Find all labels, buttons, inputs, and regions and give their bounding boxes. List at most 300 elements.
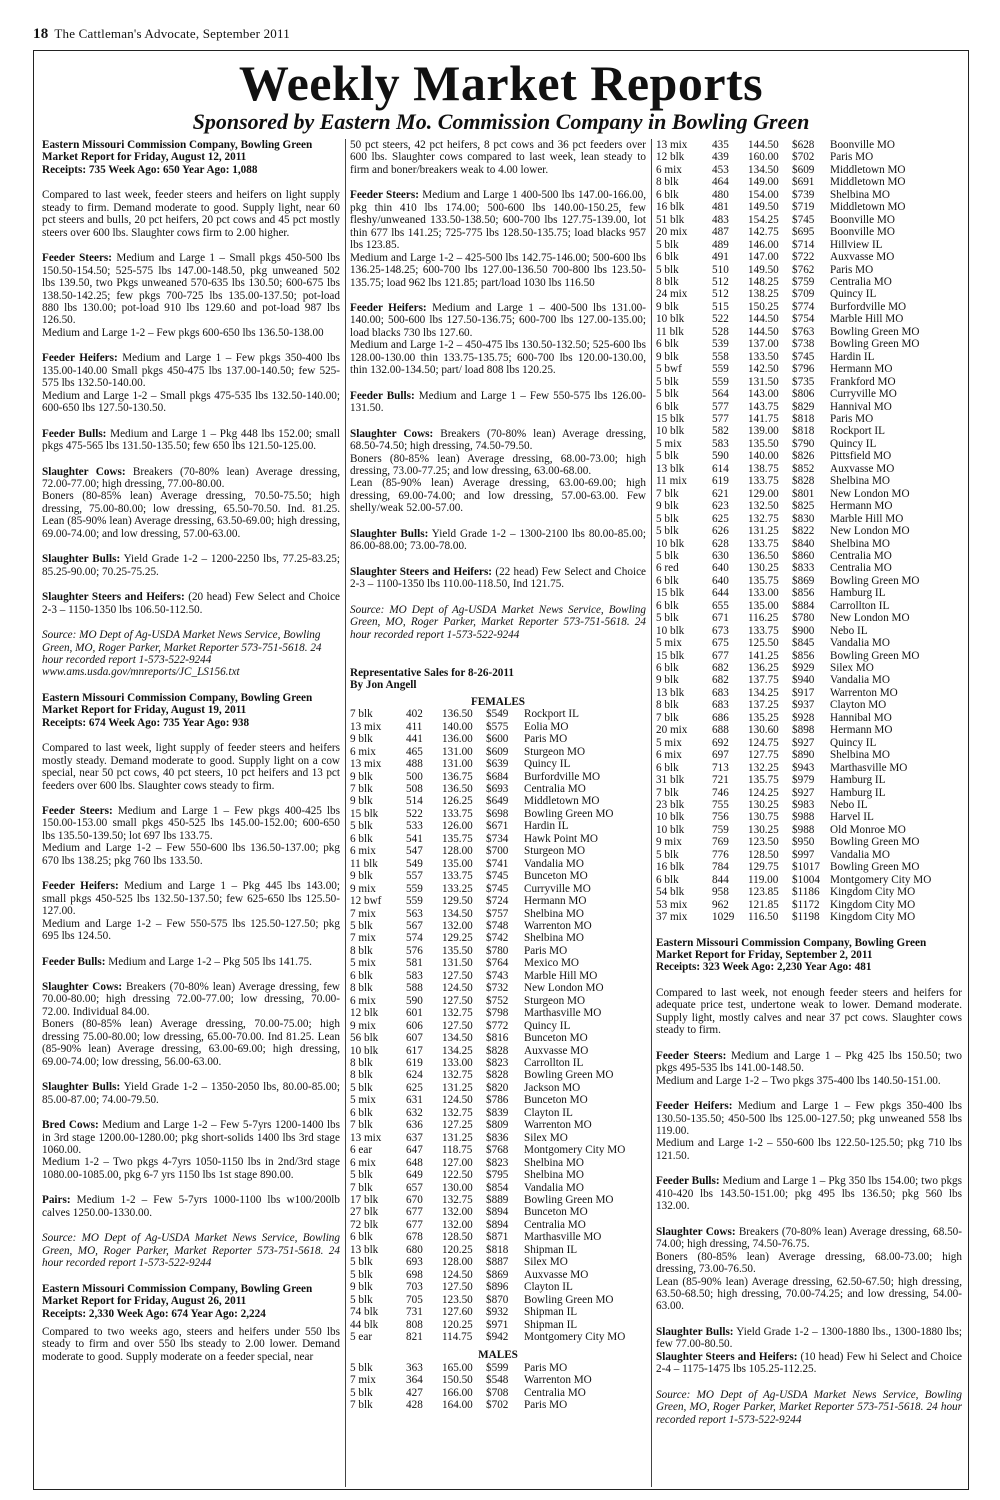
- sale-head-count: 8 blk: [656, 699, 679, 712]
- sale-row: [656, 201, 931, 213]
- sale-head-count: 13 blk: [656, 462, 685, 475]
- sale-price: 124.50: [442, 1268, 473, 1281]
- sale-row: [656, 824, 931, 836]
- sale-value: $830: [792, 512, 815, 525]
- sale-value: $600: [486, 733, 509, 746]
- report-paragraph: Bred Cows: Medium and Large 1-2 – Few 5-7yrs 1200-1400 lbs in 3rd stage 1200.00-1280.00; pkg short-solids 1400 lbs 3rd stage 1060.00.: [42, 1119, 340, 1156]
- sale-weight: 563: [406, 907, 423, 920]
- sale-price: 138.75: [748, 462, 779, 475]
- sale-price: 120.25: [442, 1318, 473, 1331]
- sale-row: [656, 500, 931, 512]
- sale-value: $1017: [792, 861, 820, 874]
- sale-value: $927: [792, 786, 815, 799]
- sale-head-count: 5 mix: [656, 736, 682, 749]
- sale-price: 133.75: [442, 870, 473, 883]
- sale-head-count: 15 blk: [656, 649, 685, 662]
- sale-value: $839: [486, 1106, 509, 1119]
- sale-location: Hillview IL: [830, 238, 883, 251]
- sale-head-count: 74 blk: [350, 1306, 379, 1319]
- sale-value: $896: [486, 1281, 509, 1294]
- sale-location: Kingdom City MO: [830, 898, 916, 911]
- sale-price: 134.50: [442, 1032, 473, 1045]
- sale-row: [656, 226, 931, 238]
- sale-location: Hawk Point MO: [524, 832, 598, 845]
- sale-row: [350, 970, 625, 982]
- sale-value: $940: [792, 674, 815, 687]
- sale-value: $759: [792, 275, 815, 288]
- sale-head-count: 20 mix: [656, 226, 688, 239]
- sale-row: [350, 746, 625, 758]
- sale-value: $772: [486, 1019, 509, 1032]
- sale-head-count: 15 blk: [656, 412, 685, 425]
- sale-head-count: 23 blk: [656, 799, 685, 812]
- sale-weight: 769: [712, 836, 729, 849]
- sale-price: 150.25: [748, 300, 779, 313]
- sale-row: [656, 849, 931, 861]
- sale-value: $795: [486, 1169, 509, 1182]
- sale-value: $927: [792, 736, 815, 749]
- sale-value: $988: [792, 811, 815, 824]
- sale-weight: 590: [712, 450, 729, 463]
- sale-value: $702: [792, 151, 815, 164]
- sale-value: $928: [792, 711, 815, 724]
- sale-value: $829: [792, 400, 815, 413]
- sale-row: [656, 587, 931, 599]
- sale-price: 135.75: [748, 774, 779, 787]
- report-paragraph: Compared to last week, light supply of feeder steers and heifers mostly steady. Demand moderate to good. Supply light on a cow special, near 50 pct cows, 40 pct steers, 10 pct heifers and 13 pct feeders over 600 lbs. Slaughter cows steady to firm.: [42, 742, 340, 792]
- report-paragraph: Medium and Large 1-2 – 425-500 lbs 142.75-146.00; 500-600 lbs 136.25-148.25; 600-700 lbs 127.00-136.50 700-800 lbs 123.50-135.75; load 962 lbs 121.85; part/load 1030 lbs 116.50: [350, 251, 646, 289]
- sale-location: Middletown MO: [524, 795, 600, 808]
- sale-price: 130.25: [748, 562, 779, 575]
- report-paragraph: Slaughter Steers and Heifers: (22 head) Few Select and Choice 2-3 – 1100-1350 lbs 110.00-118.50, Ind 121.75.: [350, 565, 646, 591]
- sale-location: Shelbina MO: [830, 749, 890, 762]
- sale-location: Quincy IL: [524, 1019, 571, 1032]
- sale-location: Shipman IL: [524, 1243, 578, 1256]
- sale-price: 133.75: [748, 537, 779, 550]
- sale-row: [656, 724, 931, 736]
- sale-weight: 508: [406, 783, 423, 796]
- sale-head-count: 9 mix: [350, 882, 376, 895]
- page-title: Weekly Market Reports: [238, 55, 764, 111]
- report-paragraph: Slaughter Cows: Breakers (70-80% lean) Average dressing, 72.00-77.00; high dressing, 77.00-80.00.: [42, 465, 340, 490]
- sale-row: [656, 612, 931, 624]
- sale-row: [350, 1374, 592, 1386]
- sale-row: [656, 475, 931, 487]
- sale-value: $983: [792, 799, 815, 812]
- sale-head-count: 5 blk: [656, 388, 679, 401]
- sale-location: Harvel IL: [830, 811, 874, 824]
- sale-location: Clayton IL: [524, 1281, 573, 1294]
- sale-price: 123.85: [748, 886, 779, 899]
- sale-price: 134.25: [442, 1044, 473, 1057]
- sale-weight: 364: [406, 1374, 423, 1387]
- sale-value: $825: [792, 500, 815, 513]
- sale-price: 129.25: [442, 932, 473, 945]
- sale-location: Vandalia MO: [524, 857, 584, 870]
- sale-weight: 647: [406, 1144, 423, 1157]
- sale-weight: 483: [712, 213, 729, 226]
- sale-location: Auxvasse MO: [830, 462, 895, 475]
- sale-value: $894: [486, 1218, 509, 1231]
- sale-weight: 713: [712, 761, 729, 774]
- sale-row: [350, 1294, 625, 1306]
- sale-location: Bowling Green MO: [524, 1293, 614, 1306]
- sale-row: [350, 1306, 625, 1318]
- sale-price: 142.50: [748, 363, 779, 376]
- sale-weight: 481: [712, 201, 729, 214]
- sale-row: [350, 758, 625, 770]
- sale-value: $609: [486, 745, 509, 758]
- sale-value: $828: [792, 475, 815, 488]
- sale-head-count: 13 blk: [656, 686, 685, 699]
- sale-location: Centralia MO: [830, 549, 892, 562]
- report-aug-26: [42, 1283, 340, 1364]
- sale-weight: 746: [712, 786, 729, 799]
- sale-location: Vandalia MO: [830, 637, 890, 650]
- report-aug-12: [42, 139, 340, 679]
- sale-head-count: 20 mix: [656, 724, 688, 737]
- sale-weight: 590: [406, 994, 423, 1007]
- sale-row: [656, 276, 931, 288]
- sale-head-count: 5 blk: [350, 1268, 373, 1281]
- sale-row: [350, 1007, 625, 1019]
- males-label: MALES: [478, 1349, 518, 1362]
- sale-price: 130.75: [748, 811, 779, 824]
- sale-value: $738: [792, 338, 815, 351]
- sale-price: 127.50: [442, 994, 473, 1007]
- sale-price: 133.75: [748, 624, 779, 637]
- sale-location: Quincy IL: [524, 758, 571, 771]
- sale-weight: 582: [712, 425, 729, 438]
- sale-weight: 514: [406, 795, 423, 808]
- sale-location: Centralia MO: [524, 1218, 586, 1231]
- sale-price: 123.50: [442, 1293, 473, 1306]
- sale-price: 133.75: [442, 807, 473, 820]
- sale-value: $714: [792, 238, 815, 251]
- report-heading-line: Eastern Missouri Commission Company, Bowling Green: [42, 691, 313, 704]
- sale-price: 134.50: [748, 163, 779, 176]
- sale-weight: 721: [712, 774, 729, 787]
- sale-value: $870: [486, 1293, 509, 1306]
- sale-head-count: 37 mix: [656, 911, 688, 924]
- sale-head-count: 31 blk: [656, 774, 685, 787]
- sale-price: 116.50: [748, 911, 779, 924]
- sale-price: 121.85: [748, 898, 779, 911]
- sale-value: $856: [792, 587, 815, 600]
- sale-location: Warrenton MO: [524, 1374, 592, 1387]
- sale-location: Shelbina MO: [524, 1156, 584, 1169]
- sale-price: 124.75: [748, 736, 779, 749]
- sale-location: Auxvasse MO: [524, 1044, 589, 1057]
- sale-weight: 411: [406, 720, 423, 733]
- sale-price: 130.25: [748, 823, 779, 836]
- sale-weight: 607: [406, 1032, 423, 1045]
- sale-location: Marthasville MO: [524, 1007, 602, 1020]
- sale-price: 132.00: [442, 1218, 473, 1231]
- sale-location: Kingdom City MO: [830, 886, 916, 899]
- sale-head-count: 9 mix: [656, 836, 682, 849]
- sale-head-count: 5 blk: [656, 525, 679, 538]
- sale-head-count: 8 blk: [656, 275, 679, 288]
- sale-row: [656, 413, 931, 425]
- sale-row: [656, 699, 931, 711]
- sale-row: [350, 858, 625, 870]
- sale-head-count: 6 blk: [350, 832, 373, 845]
- sale-location: Centralia MO: [830, 275, 892, 288]
- sale-weight: 606: [406, 1019, 423, 1032]
- sale-head-count: 13 mix: [350, 720, 382, 733]
- report-paragraph: Slaughter Cows: Breakers (70-80% lean) Average dressing, 68.50-74.50; high dressing, 74.50-79.50.: [350, 427, 646, 453]
- sale-weight: 453: [712, 163, 729, 176]
- sale-value: $818: [486, 1243, 509, 1256]
- sale-row: [350, 982, 625, 994]
- sale-price: 154.00: [748, 188, 779, 201]
- sale-location: Sturgeon MO: [524, 994, 586, 1007]
- sale-weight: 439: [712, 151, 729, 164]
- sale-row: [656, 637, 931, 649]
- sale-row: [656, 538, 931, 550]
- sale-weight: 755: [712, 799, 729, 812]
- sale-price: 164.00: [442, 1399, 473, 1412]
- sale-head-count: 12 blk: [350, 1007, 379, 1020]
- sale-head-count: 6 ear: [350, 1144, 373, 1157]
- sale-head-count: 12 blk: [656, 151, 685, 164]
- sale-location: Vandalia MO: [830, 674, 890, 687]
- sale-row: [350, 908, 625, 920]
- sale-head-count: 6 blk: [350, 1106, 373, 1119]
- report-paragraph: Slaughter Bulls: Yield Grade 1-2 – 1300-1880 lbs., 1300-1880 lbs; few 77.00-80.50.: [656, 1325, 962, 1351]
- sale-weight: 567: [406, 920, 423, 933]
- sale-weight: 559: [712, 363, 729, 376]
- report-paragraph: Compared to two weeks ago, steers and heifers under 550 lbs steady to firm and over 550 lbs steady to 2.00 lower. Demand moderate to good. Supply moderate on a feeder special, near: [42, 1325, 340, 1363]
- report-paragraph: Slaughter Bulls: Yield Grade 1-2 – 1300-2100 lbs 80.00-85.00; 86.00-88.00; 73.00-78.00.: [350, 527, 646, 553]
- males-table-continued: [656, 139, 931, 924]
- sale-price: 132.00: [442, 920, 473, 933]
- sale-head-count: 5 bwf: [656, 363, 682, 376]
- sale-value: $1198: [792, 911, 820, 924]
- sale-head-count: 10 blk: [656, 537, 685, 550]
- sale-price: 141.25: [748, 649, 779, 662]
- sale-price: 165.00: [442, 1361, 473, 1374]
- sales-heading: Representative Sales for 8-26-2011: [350, 666, 514, 679]
- sale-location: Marthasville MO: [524, 1231, 602, 1244]
- sale-value: $549: [486, 708, 509, 721]
- sale-weight: 844: [712, 873, 729, 886]
- sale-price: 140.00: [442, 720, 473, 733]
- sale-value: $826: [792, 450, 815, 463]
- sale-row: [350, 771, 625, 783]
- column-2: [350, 139, 646, 1487]
- sale-row: [656, 799, 931, 811]
- sale-head-count: 6 blk: [656, 188, 679, 201]
- sale-value: $894: [486, 1206, 509, 1219]
- sale-location: Warrenton MO: [830, 686, 898, 699]
- sale-location: Silex MO: [830, 662, 874, 675]
- sale-value: $820: [486, 1081, 509, 1094]
- sale-row: [350, 1082, 625, 1094]
- sale-location: Clayton IL: [524, 1106, 573, 1119]
- sale-head-count: 6 blk: [350, 969, 373, 982]
- column-1: [42, 139, 340, 1487]
- sale-row: [350, 995, 625, 1007]
- report-heading-line: Receipts: 735 Week Ago: 650 Year Ago: 1,088: [42, 163, 258, 176]
- sale-value: $752: [486, 994, 509, 1007]
- report-paragraph: Medium and Large 1-2 – 550-600 lbs 122.50-125.50; pkg 710 lbs 121.50.: [656, 1137, 962, 1162]
- sale-location: Paris MO: [830, 151, 874, 164]
- sale-head-count: 6 mix: [350, 745, 376, 758]
- sale-location: Paris MO: [524, 944, 568, 957]
- page-subtitle: Sponsored by Eastern Mo. Commission Company in Bowling Green: [192, 109, 810, 134]
- sale-head-count: 9 mix: [350, 1019, 376, 1032]
- sale-value: $979: [792, 774, 815, 787]
- sale-price: 131.25: [442, 1081, 473, 1094]
- sale-value: $796: [792, 363, 815, 376]
- sale-head-count: 54 blk: [656, 886, 685, 899]
- sale-value: $780: [792, 612, 815, 625]
- sale-price: 154.25: [748, 213, 779, 226]
- sale-row: [656, 189, 931, 201]
- report-paragraph: Feeder Steers: Medium and Large 1 400-500 lbs 147.00-166.00, pkg thin 410 lbs 174.00; 500-600 lbs 140.00-150.25, few fleshy/unweaned 133.50-138.50; 600-700 lbs 127.75-139.00, lot thin 677 lbs 141.25; 725-775 lbs 128.50-135.75; load blacks 957 lbs 123.85.: [350, 189, 646, 252]
- report-paragraph: Feeder Bulls: Medium and Large 1 – Pkg 448 lbs 152.00; small pkgs 475-565 lbs 131.50-135.50; few 650 lbs 121.50-125.00.: [42, 427, 340, 453]
- sale-price: 133.00: [442, 1057, 473, 1069]
- sale-price: 136.75: [442, 770, 473, 783]
- sale-head-count: 6 mix: [350, 994, 376, 1007]
- sale-location: Burfordville MO: [830, 300, 907, 313]
- sale-row: [350, 870, 625, 882]
- sale-head-count: 9 blk: [656, 350, 679, 363]
- sale-weight: 588: [406, 982, 423, 995]
- sale-value: $695: [792, 226, 815, 239]
- sale-location: Hardin IL: [524, 820, 569, 833]
- sale-weight: 621: [712, 487, 729, 500]
- sale-value: $801: [792, 487, 815, 500]
- sale-row: [656, 488, 931, 500]
- sale-price: 124.50: [442, 1094, 473, 1107]
- sale-value: $548: [486, 1374, 509, 1387]
- sale-value: $609: [792, 163, 815, 176]
- sale-location: Hermann MO: [830, 724, 893, 737]
- sale-head-count: 5 blk: [656, 612, 679, 625]
- sale-weight: 559: [406, 882, 423, 895]
- sale-head-count: 6 blk: [656, 400, 679, 413]
- sale-row: [656, 288, 931, 300]
- sale-row: [656, 401, 931, 413]
- sale-row: [350, 883, 625, 895]
- report-paragraph: Lean (85-90% lean) Average dressing, 62.50-67.50; high dressing, 63.50-68.50; high dressing, 70.00-74.25; and low dressing, 54.00-63.00.: [656, 1275, 962, 1313]
- sale-location: Centralia MO: [830, 562, 892, 575]
- sale-price: 136.50: [748, 549, 779, 562]
- sale-row: [656, 600, 931, 612]
- sale-head-count: 12 bwf: [350, 895, 382, 908]
- sale-price: 120.25: [442, 1243, 473, 1256]
- sale-weight: 693: [406, 1256, 423, 1269]
- sale-row: [350, 795, 625, 807]
- sale-location: Shipman IL: [524, 1318, 578, 1331]
- sale-row: [656, 513, 931, 525]
- sales-byline: By Jon Angell: [350, 679, 417, 692]
- sale-price: 135.00: [748, 599, 779, 612]
- sale-head-count: 53 mix: [656, 898, 688, 911]
- sale-weight: 617: [406, 1044, 423, 1057]
- sale-price: 144.50: [748, 325, 779, 338]
- sale-value: $854: [486, 1181, 509, 1194]
- sale-weight: 628: [712, 537, 729, 550]
- sale-location: Montgomery City MO: [524, 1144, 626, 1157]
- sale-location: Montgomery City MO: [830, 873, 932, 886]
- sale-weight: 558: [712, 350, 729, 363]
- sale-price: 132.50: [748, 500, 779, 513]
- sale-value: $818: [792, 412, 815, 425]
- sale-location: Marthasville MO: [830, 761, 908, 774]
- sale-price: 128.00: [442, 845, 473, 858]
- sale-value: $942: [486, 1330, 509, 1343]
- sale-price: 134.25: [748, 686, 779, 699]
- sale-location: Hardin IL: [830, 350, 875, 363]
- sale-weight: 705: [406, 1293, 423, 1306]
- sale-value: $599: [486, 1361, 509, 1374]
- sale-value: $763: [792, 325, 815, 338]
- sale-row: [656, 899, 931, 911]
- sale-row: [656, 550, 931, 562]
- sale-price: 130.00: [442, 1181, 473, 1194]
- report-source: Source: MO Dept of Ag-USDA Market News Service, Bowling Green, MO, Roger Parker, Market Reporter 573-751-5618. 24 hour recorded report 1-573-522-9244 www.ams.usda.gov/mnreports/JC_LS156.txt: [42, 629, 322, 679]
- sale-location: Bowling Green MO: [830, 574, 920, 587]
- sale-head-count: 10 blk: [656, 823, 685, 836]
- sale-row: [656, 450, 931, 462]
- sale-location: Marble Hill MO: [524, 969, 598, 982]
- sale-row: [656, 376, 931, 388]
- sale-location: Marble Hill MO: [830, 512, 904, 525]
- sale-location: Boonville MO: [830, 139, 895, 151]
- sale-value: $649: [486, 795, 509, 808]
- sale-weight: 480: [712, 188, 729, 201]
- sale-head-count: 15 blk: [350, 807, 379, 820]
- sale-weight: 577: [712, 412, 729, 425]
- sale-weight: 510: [712, 263, 729, 276]
- sale-row: [656, 575, 931, 587]
- sale-weight: 631: [406, 1094, 423, 1107]
- sale-value: $628: [792, 139, 815, 151]
- sale-row: [656, 151, 931, 163]
- sale-value: $575: [486, 720, 509, 733]
- sale-price: 136.50: [442, 783, 473, 796]
- sale-weight: 682: [712, 674, 729, 687]
- sale-weight: 683: [712, 699, 729, 712]
- sale-head-count: 5 mix: [656, 637, 682, 650]
- report-source: Source: MO Dept of Ag-USDA Market News Service, Bowling Green, MO, Roger Parker, Market Reporter 573-751-5618. 24 hour recorded report 1-573-522-9244: [350, 603, 646, 641]
- sale-weight: 614: [712, 462, 729, 475]
- sale-row: [656, 874, 931, 886]
- sale-head-count: 10 blk: [656, 811, 685, 824]
- sale-price: 146.00: [748, 238, 779, 251]
- sale-weight: 464: [712, 176, 729, 189]
- sale-weight: 581: [406, 957, 423, 970]
- sale-location: Hermann MO: [524, 895, 587, 908]
- sale-value: $816: [486, 1032, 509, 1045]
- sale-weight: 574: [406, 932, 423, 945]
- sale-row: [350, 957, 625, 969]
- sale-row: [350, 783, 625, 795]
- report-paragraph: Feeder Heifers: Medium and Large 1 – Few pkgs 350-400 lbs 130.50-135.50; 450-500 lbs 125.00-127.50; pkg unweaned 558 lbs 119.00.: [656, 1100, 962, 1137]
- sale-value: $823: [486, 1156, 509, 1169]
- sale-weight: 692: [712, 736, 729, 749]
- sale-weight: 500: [406, 770, 423, 783]
- sale-weight: 673: [712, 624, 729, 637]
- sale-price: 131.50: [748, 375, 779, 388]
- sale-row: [656, 911, 931, 923]
- sale-row: [656, 313, 931, 325]
- sale-price: 128.50: [442, 1231, 473, 1244]
